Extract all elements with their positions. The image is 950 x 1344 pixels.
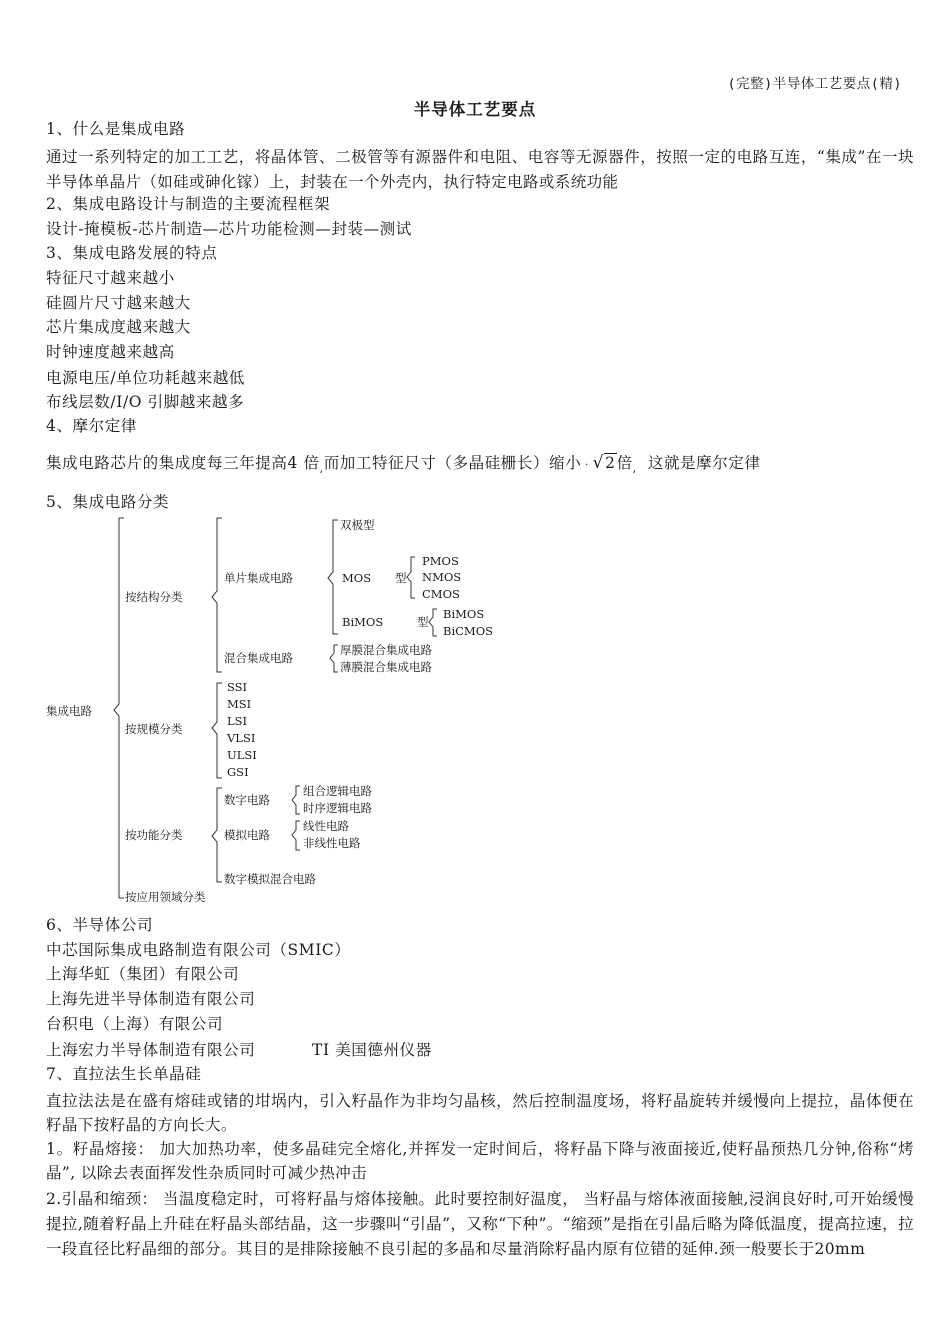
section-4-heading: 4、摩尔定律	[46, 417, 137, 435]
tree-linear: 线性电路	[303, 819, 349, 833]
list-item: 中芯国际集成电路制造有限公司（SMIC）	[46, 941, 351, 959]
section-3-heading: 3、集成电路发展的特点	[46, 244, 218, 262]
section-7-heading: 7、直拉法生长单晶硅	[46, 1065, 202, 1083]
tree-analog: 模拟电路	[224, 828, 270, 842]
tree-by-scale: 按规模分类	[125, 722, 183, 736]
tree-mixed: 数字模拟混合电路	[224, 872, 316, 886]
section-7-intro: 直拉法法是在盛有熔硅或锗的坩埚内，引入籽晶作为非均匀晶核，然后控制温度场，将籽晶旋转并缓慢向上提拉，晶体便在籽晶下按籽晶的方向长大。	[46, 1092, 914, 1134]
page-title: 半导体工艺要点	[413, 100, 537, 119]
list-item: 台积电（上海）有限公司	[46, 1015, 224, 1033]
tree-ulsi: ULSI	[227, 748, 257, 762]
tree-bimos-type: 型	[417, 615, 429, 629]
tree-mos: MOS	[342, 571, 372, 585]
company-ti: TI 美国德州仪器	[312, 1041, 432, 1059]
section-1-body: 通过一系列特定的加工工艺，将晶体管、二极管等有源器件和电阻、电容等无源器件，按照一定的电路互连，“集成”在一块半导体单晶片（如硅或砷化镓）上，封装在一个外壳内，执行特定电路或系统功能	[46, 148, 914, 191]
tree-lsi: LSI	[227, 714, 248, 728]
tree-pmos: PMOS	[422, 554, 459, 568]
list-item: 上海华虹（集团）有限公司	[46, 965, 240, 983]
moore-part-3: 倍	[616, 454, 633, 472]
tree-by-function: 按功能分类	[125, 828, 183, 842]
tree-thick-film: 厚膜混合集成电路	[340, 643, 432, 657]
tree-nmos: NMOS	[422, 570, 462, 584]
tree-cmos: CMOS	[422, 587, 460, 601]
list-item: 上海先进半导体制造有限公司	[46, 990, 256, 1008]
moore-part-2: 而加工特征尺寸（多晶硅栅长）缩小	[323, 454, 582, 472]
tree-hybrid: 混合集成电路	[224, 651, 293, 665]
tree-vlsi: VLSI	[227, 731, 256, 745]
tree-root-label: 集成电路	[46, 704, 92, 718]
tree-ssi: SSI	[227, 680, 248, 694]
tree-sequential: 时序逻辑电路	[303, 801, 372, 815]
sqrt-symbol: √2	[592, 453, 616, 473]
section-5-heading: 5、集成电路分类	[46, 493, 170, 511]
tree-bimos: BiMOS	[342, 615, 384, 629]
list-item: 上海宏力半导体制造有限公司	[46, 1041, 256, 1059]
list-item: 时钟速度越来越高	[46, 343, 175, 361]
list-item: 特征尺寸越来越小	[46, 269, 175, 287]
moore-part-1: 集成电路芯片的集成度每三年提高4 倍	[46, 454, 320, 472]
tree-digital: 数字电路	[224, 793, 270, 807]
section-2-body: 设计-掩模板-芯片制造—芯片功能检测—封装—测试	[46, 220, 412, 238]
tree-mos-type: 型	[395, 571, 407, 585]
tree-monolithic: 单片集成电路	[224, 571, 293, 585]
section-7-step-1: 1。籽晶熔接： 加大加热功率，使多晶硅完全熔化,并挥发一定时间后，将籽晶下降与液面接近,使籽晶预热几分钟,俗称“烤晶”, 以除去表面挥发性杂质同时可减少热冲击	[46, 1140, 914, 1182]
tree-by-structure: 按结构分类	[125, 590, 183, 604]
tree-nonlinear: 非线性电路	[303, 836, 361, 850]
document-header-label: (完整)半导体工艺要点(精)	[727, 76, 902, 92]
section-6-heading: 6、半导体公司	[46, 916, 154, 934]
tree-by-application: 按应用领域分类	[125, 890, 206, 904]
tree-bipolar: 双极型	[340, 518, 375, 532]
moore-part-4: 这就是摩尔定律	[647, 454, 761, 472]
tree-gsi: GSI	[227, 765, 249, 779]
tree-bimos-item: BiMOS	[443, 607, 485, 621]
list-item: 硅圆片尺寸越来越大	[46, 294, 191, 312]
list-item: 电源电压/单位功耗越来越低	[46, 369, 246, 387]
tree-thin-film: 薄膜混合集成电路	[340, 660, 432, 674]
section-7-step-2: 2.引晶和缩颈： 当温度稳定时，可将籽晶与熔体接触。此时要控制好温度， 当籽晶与熔体液面接触,浸润良好时,可开始缓慢提拉,随着籽晶上升硅在籽晶头部结晶，这一步骤叫“引晶”，又称“下种”。“缩颈”是指在引晶后略为降低温度，提高拉速，拉一段直径比籽晶细的部分。其目的是排除接触不良引起的多晶和尽量消除籽晶内原有位错的延伸.颈一般要长于20mm	[46, 1190, 914, 1258]
list-item: 布线层数/I/O 引脚越来越多	[46, 393, 245, 411]
tree-bicmos-item: BiCMOS	[443, 624, 494, 638]
tree-msi: MSI	[227, 697, 252, 711]
tree-combinational: 组合逻辑电路	[303, 784, 372, 798]
section-1-heading: 1、什么是集成电路	[46, 120, 186, 138]
section-2-heading: 2、集成电路设计与制造的主要流程框架	[46, 195, 331, 213]
moore-law-statement: 集成电路芯片的集成度每三年提高4 倍$_,$而加工特征尺寸（多晶硅栅长）缩小 · √2倍$_,$ 这就是摩尔定律	[46, 453, 761, 475]
list-item: 芯片集成度越来越大	[46, 318, 191, 336]
